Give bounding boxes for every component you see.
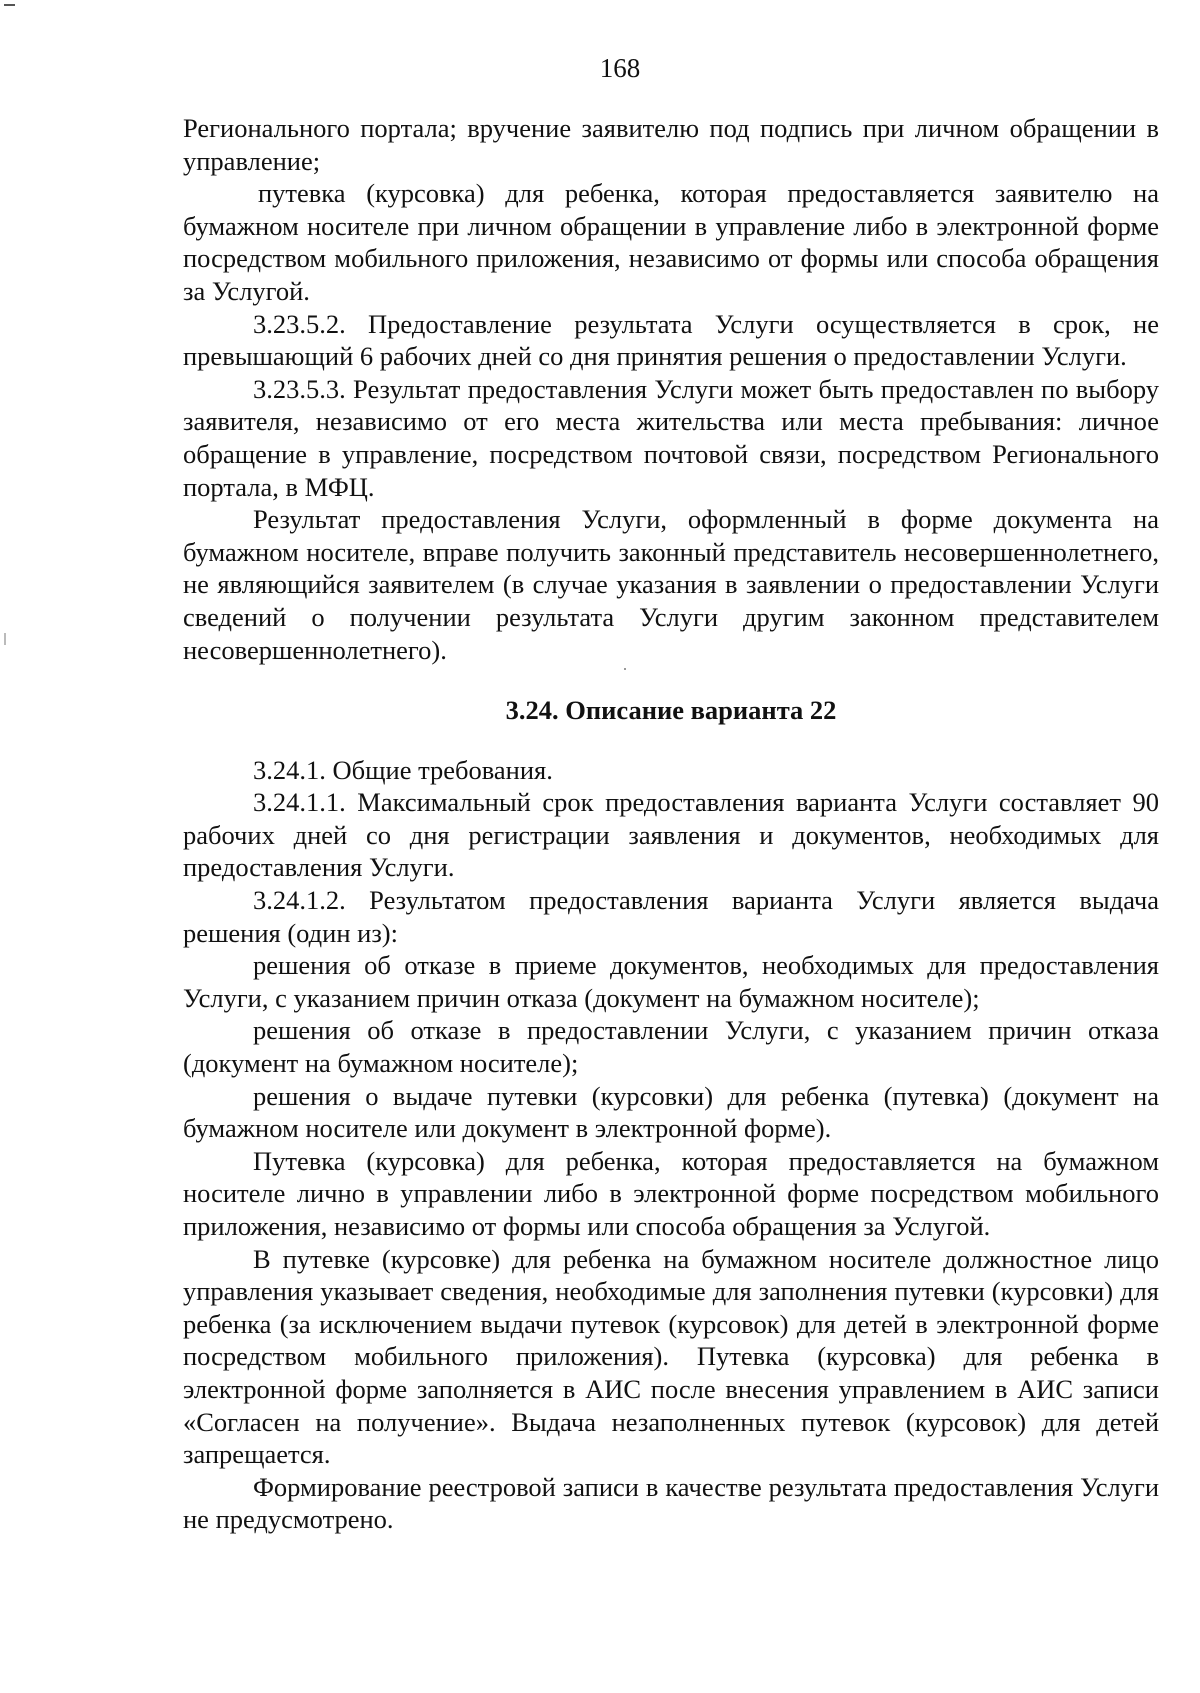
document-body (183, 112, 1159, 1536)
paragraph: Путевка (курсовка) для ребенка, которая предоставляется на бумажном носителе лично в управлении либо в электронной форме посредством мобильного приложения, независимо от формы или способа обращения за Услугой. (183, 1145, 1159, 1241)
list-item: решения о выдаче путевки (курсовки) для ребенка (путевка) (документ на бумажном носителе или документ в электронной форме). (183, 1080, 1159, 1144)
list-item: решения об отказе в приеме документов, необходимых для предоставления Услуги, с указанием причин отказа (документ на бумажном носителе); (183, 950, 1159, 1013)
paragraph: 3.24.1.2. Результатом предоставления варианта Услуги является выдача решения (один из): (183, 885, 1159, 948)
paragraph: Результат предоставления Услуги, оформленный в форме документа на бумажном носителе, вправе получить законный представитель несовершеннолетнего, не являющийся заявителем (в случае указания в заявлении о предоставлении Услуги сведений о получении результата Услуги другим законном представителем несовершеннолетнего). (183, 504, 1159, 665)
paragraph: 3.23.5.3. Результат предоставления Услуги может быть предоставлен по выбору заявителя, независимо от его места жительства или места пребывания: личное обращение в управление, посредством почтовой связи, посредством Регионального портала, в МФЦ. (183, 373, 1159, 502)
paragraph: Формирование реестровой записи в качестве результата предоставления Услуги не предусмотрено. (183, 1471, 1159, 1535)
paragraph: Регионального портала; вручение заявителю под подпись при личном обращении в управление; (183, 113, 1159, 176)
list-item: решения об отказе в предоставлении Услуги, с указанием причин отказа (документ на бумажном носителе); (183, 1015, 1159, 1079)
paragraph: 3.24.1. Общие требования. (253, 754, 553, 785)
page-number: 168 (599, 53, 641, 83)
scan-mark (4, 633, 6, 645)
paragraph: В путевке (курсовке) для ребенка на бумажном носителе должностное лицо управления указывает сведения, необходимые для заполнения путевки (курсовки) для ребенка (за исключением выдачи путевок (курсовок) для детей в электронной форме посредством мобильного приложения). Путевка (курсовка) для ребенка в электронной форме заполняется в АИС после внесения управлением в АИС записи «Согласен на получение». Выдача незаполненных путевок (курсовок) для детей запрещается. (183, 1243, 1159, 1470)
paragraph: 3.23.5.2. Предоставление результата Услуги осуществляется в срок, не превышающий 6 рабочих дней со дня принятия решения о предоставлении Услуги. (183, 308, 1159, 372)
paragraph: 3.24.1.1. Максимальный срок предоставления варианта Услуги составляет 90 рабочих дней со дня регистрации заявления и документов, необходимых для предоставления Услуги. (183, 787, 1159, 883)
section-heading: 3.24. Описание варианта 22 (505, 695, 837, 726)
scan-mark (4, 4, 15, 6)
paragraph: путевка (курсовка) для ребенка, которая предоставляется заявителю на бумажном носителе при личном обращении в управление либо в электронной форме посредством мобильного приложения, независимо от формы или способа обращения за Услугой. (183, 178, 1159, 306)
